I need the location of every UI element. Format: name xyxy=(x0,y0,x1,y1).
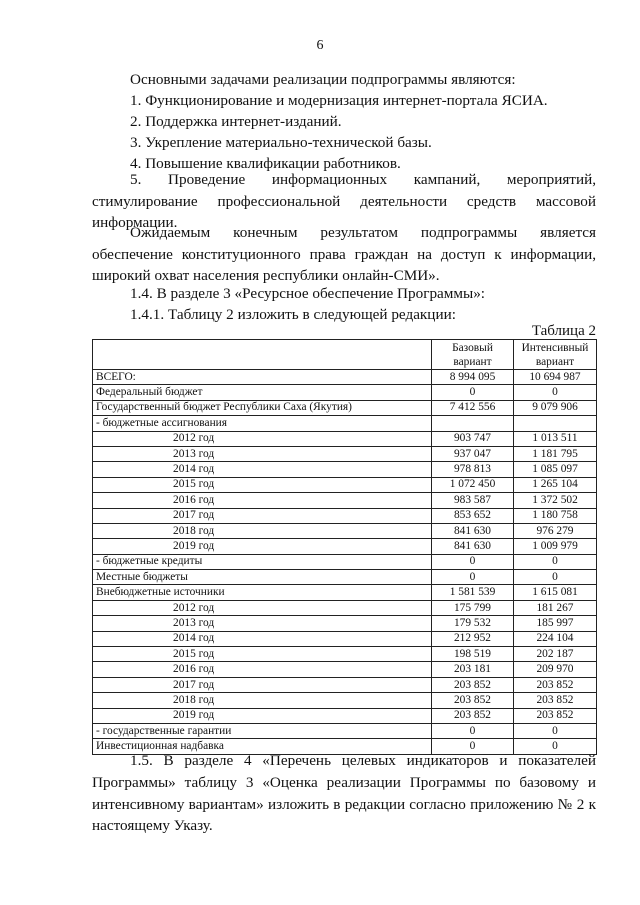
row-intensive-value: 1 372 502 xyxy=(514,493,597,508)
row-base-value: 179 532 xyxy=(432,616,514,631)
table-row xyxy=(93,570,597,585)
task-item-5: 5. Проведение информационных кампаний, мероприятий, стимулирование профессиональной деятельности средств массовой информации. xyxy=(92,171,596,231)
table-row xyxy=(93,708,597,723)
row-base-value: 853 652 xyxy=(432,508,514,523)
table-row xyxy=(93,631,597,646)
row-base-value: 1 581 539 xyxy=(432,585,514,600)
table-row xyxy=(93,508,597,523)
header-base-variant: Базовый вариант xyxy=(432,340,514,370)
row-intensive-value: 0 xyxy=(514,723,597,738)
table-row xyxy=(93,585,597,600)
row-label: 2019 год xyxy=(93,539,432,554)
row-base-value: 8 994 095 xyxy=(432,370,514,385)
row-intensive-value: 209 970 xyxy=(514,662,597,677)
row-intensive-value: 203 852 xyxy=(514,708,597,723)
table-row xyxy=(93,446,597,461)
table-row xyxy=(93,600,597,615)
row-base-value: 0 xyxy=(432,723,514,738)
row-label: 2012 год xyxy=(93,600,432,615)
row-label: 2013 год xyxy=(93,616,432,631)
section-1-5-paragraph: 1.5. В разделе 4 «Перечень целевых индикаторов и показателей Программы» таблицу 3 «Оценка реализации Программы по базовому и интенсивному вариантам» изложить в редакции согласно приложению № 2 к настоящему Указу. xyxy=(92,752,596,835)
header-intensive-variant: Интенсивный вариант xyxy=(514,340,597,370)
row-base-value: 7 412 556 xyxy=(432,400,514,415)
row-base-value xyxy=(432,416,514,431)
row-label: 2015 год xyxy=(93,647,432,662)
row-intensive-value: 0 xyxy=(514,554,597,569)
table-row xyxy=(93,554,597,569)
row-intensive-value: 0 xyxy=(514,570,597,585)
section-1-4-1-heading: 1.4.1. Таблицу 2 изложить в следующей редакции: xyxy=(130,306,456,323)
row-intensive-value: 181 267 xyxy=(514,600,597,615)
row-label: ВСЕГО: xyxy=(93,370,432,385)
row-intensive-value: 1 085 097 xyxy=(514,462,597,477)
row-label: 2014 год xyxy=(93,462,432,477)
table-row xyxy=(93,647,597,662)
row-intensive-value: 224 104 xyxy=(514,631,597,646)
row-base-value: 903 747 xyxy=(432,431,514,446)
row-intensive-value: 0 xyxy=(514,385,597,400)
table-row xyxy=(93,523,597,538)
task-item-4: 4. Повышение квалификации работников. xyxy=(130,155,401,172)
row-base-value: 983 587 xyxy=(432,493,514,508)
table-row xyxy=(93,616,597,631)
row-intensive-value: 1 009 979 xyxy=(514,539,597,554)
row-label: - бюджетные кредиты xyxy=(93,554,432,569)
row-label: 2016 год xyxy=(93,493,432,508)
row-label: Внебюджетные источники xyxy=(93,585,432,600)
row-intensive-value: 185 997 xyxy=(514,616,597,631)
row-base-value: 203 852 xyxy=(432,677,514,692)
row-base-value: 841 630 xyxy=(432,539,514,554)
row-label: 2017 год xyxy=(93,508,432,523)
table-row xyxy=(93,370,597,385)
table-row xyxy=(93,462,597,477)
row-intensive-value: 202 187 xyxy=(514,647,597,662)
section-1-4-heading: 1.4. В разделе 3 «Ресурсное обеспечение Программы»: xyxy=(130,285,486,302)
row-base-value: 0 xyxy=(432,385,514,400)
task-item-3: 3. Укрепление материально-технической базы. xyxy=(130,134,432,151)
row-label: Федеральный бюджет xyxy=(93,385,432,400)
row-label: 2017 год xyxy=(93,677,432,692)
row-intensive-value: 0 xyxy=(514,739,597,754)
row-label: 2018 год xyxy=(93,523,432,538)
table-row xyxy=(93,385,597,400)
table-row xyxy=(93,677,597,692)
row-base-value: 203 852 xyxy=(432,693,514,708)
row-label: 2016 год xyxy=(93,662,432,677)
row-label: - бюджетные ассигнования xyxy=(93,416,432,431)
table-row xyxy=(93,400,597,415)
row-label: Местные бюджеты xyxy=(93,570,432,585)
row-base-value: 1 072 450 xyxy=(432,477,514,492)
row-base-value: 978 813 xyxy=(432,462,514,477)
task-item-2: 2. Поддержка интернет-изданий. xyxy=(130,113,342,130)
table-header-row xyxy=(93,340,597,370)
row-intensive-value: 1 181 795 xyxy=(514,446,597,461)
table-row xyxy=(93,723,597,738)
table-row xyxy=(93,493,597,508)
row-label: Государственный бюджет Республики Саха (Якутия) xyxy=(93,400,432,415)
row-label: 2014 год xyxy=(93,631,432,646)
row-intensive-value: 1 265 104 xyxy=(514,477,597,492)
row-label: Инвестиционная надбавка xyxy=(93,739,432,754)
row-base-value: 0 xyxy=(432,554,514,569)
row-label: - государственные гарантии xyxy=(93,723,432,738)
row-base-value: 212 952 xyxy=(432,631,514,646)
expected-result-paragraph: Ожидаемым конечным результатом подпрограммы является обеспечение конституционного права граждан на доступ к информации, широкий охват населения республики онлайн-СМИ». xyxy=(92,224,596,284)
row-intensive-value: 9 079 906 xyxy=(514,400,597,415)
row-label: 2015 год xyxy=(93,477,432,492)
table-row xyxy=(93,477,597,492)
row-intensive-value: 10 694 987 xyxy=(514,370,597,385)
row-intensive-value: 1 615 081 xyxy=(514,585,597,600)
row-base-value: 198 519 xyxy=(432,647,514,662)
tasks-intro: Основными задачами реализации подпрограммы являются: xyxy=(130,71,516,88)
table-row xyxy=(93,662,597,677)
header-blank-cell xyxy=(93,340,432,370)
row-label: 2018 год xyxy=(93,693,432,708)
row-base-value: 203 181 xyxy=(432,662,514,677)
table-caption: Таблица 2 xyxy=(531,323,596,339)
row-base-value: 203 852 xyxy=(432,708,514,723)
row-intensive-value: 1 013 511 xyxy=(514,431,597,446)
task-item-1: 1. Функционирование и модернизация интернет-портала ЯСИА. xyxy=(130,92,548,109)
row-intensive-value: 976 279 xyxy=(514,523,597,538)
table-row xyxy=(93,693,597,708)
row-intensive-value: 203 852 xyxy=(514,677,597,692)
row-label: 2013 год xyxy=(93,446,432,461)
row-base-value: 0 xyxy=(432,739,514,754)
row-intensive-value: 1 180 758 xyxy=(514,508,597,523)
page-number: 6 xyxy=(316,38,324,53)
table-row xyxy=(93,416,597,431)
row-label: 2012 год xyxy=(93,431,432,446)
row-intensive-value: 203 852 xyxy=(514,693,597,708)
resources-table xyxy=(92,339,597,755)
table-row xyxy=(93,539,597,554)
row-base-value: 175 799 xyxy=(432,600,514,615)
row-intensive-value xyxy=(514,416,597,431)
table-row xyxy=(93,431,597,446)
row-base-value: 841 630 xyxy=(432,523,514,538)
row-base-value: 0 xyxy=(432,570,514,585)
row-base-value: 937 047 xyxy=(432,446,514,461)
row-label: 2019 год xyxy=(93,708,432,723)
